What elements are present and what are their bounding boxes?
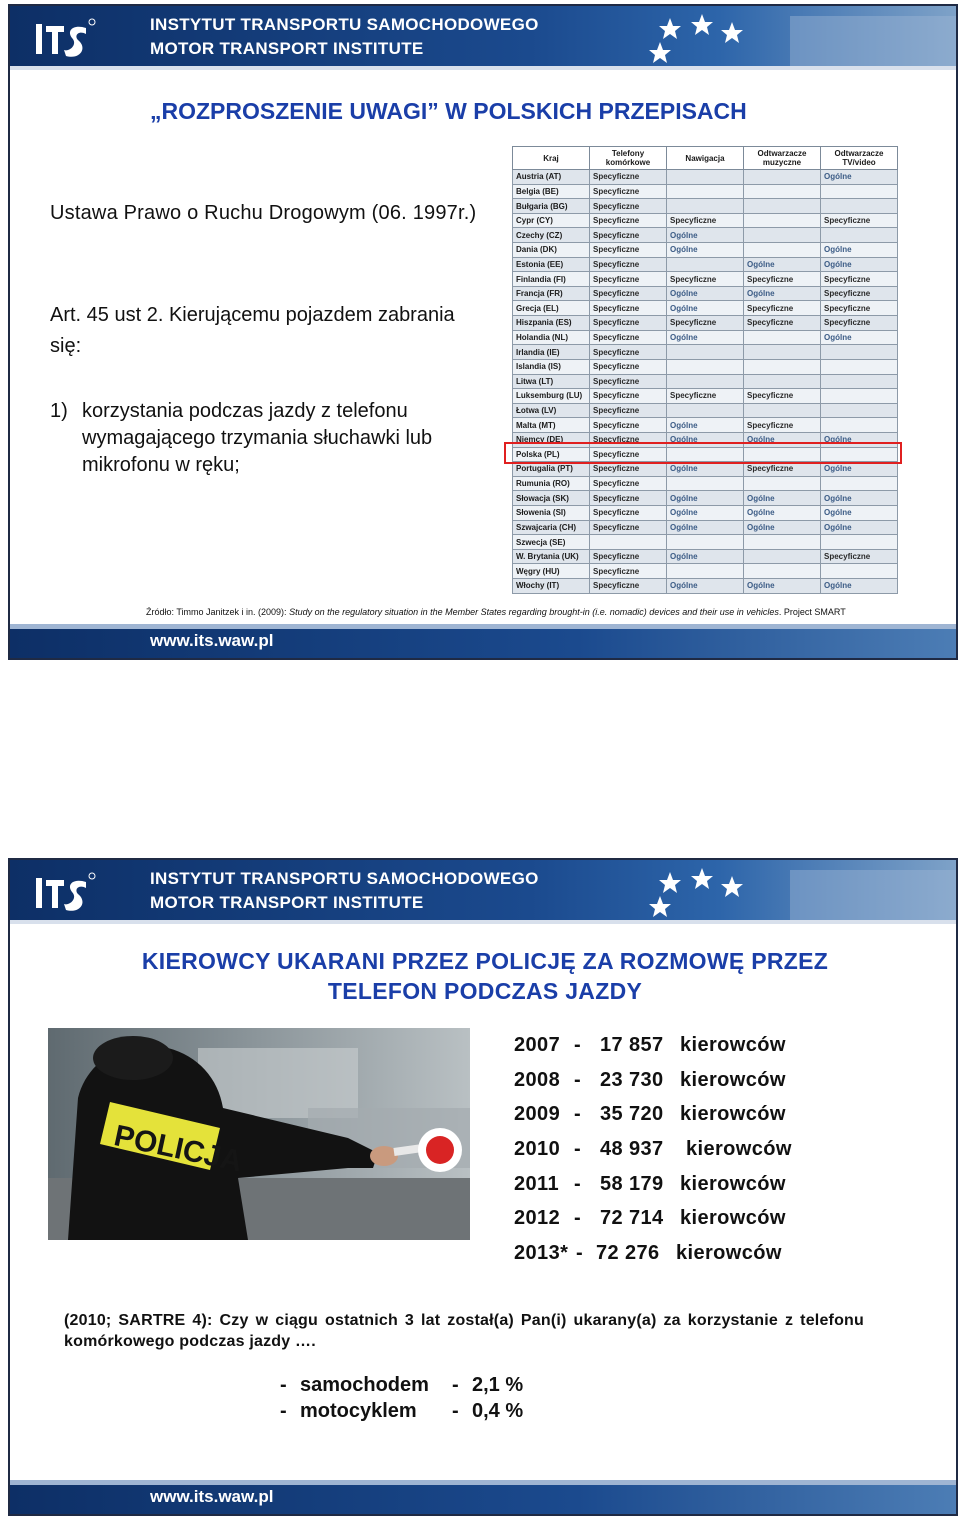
stat-year: 2007 (514, 1034, 561, 1056)
table-cell (744, 564, 821, 579)
footer-url-link[interactable]: www.its.waw.pl (150, 631, 274, 650)
table-cell: Ogólne (821, 579, 898, 594)
table-cell: Hiszpania (ES) (513, 316, 590, 331)
footer-banner (10, 624, 956, 658)
table-cell: Specyficzne (590, 520, 667, 535)
table-cell (821, 564, 898, 579)
table-cell: Ogólne (667, 579, 744, 594)
table-cell: Francja (FR) (513, 286, 590, 301)
table-cell: Specyficzne (590, 579, 667, 594)
table-cell: Specyficzne (744, 316, 821, 331)
table-cell: W. Brytania (UK) (513, 549, 590, 564)
slide1-title: „ROZPROSZENIE UWAGI” W POLSKICH PRZEPISACH (150, 98, 747, 124)
table-cell: Specyficzne (590, 272, 667, 287)
table-header-cell: Nawigacja (667, 147, 744, 170)
table-cell: Specyficzne (590, 228, 667, 243)
table-cell: Polska (PL) (513, 447, 590, 462)
source-prefix: Źródło: Timmo Janitzek i in. (2009): (146, 607, 290, 617)
table-cell: Dania (DK) (513, 243, 590, 258)
country-regulation-table (512, 146, 898, 594)
source-suffix: . Project SMART (778, 607, 846, 617)
table-cell: Ogólne (821, 462, 898, 477)
table-cell: Ogólne (667, 520, 744, 535)
table-header-cell: Telefony komórkowe (590, 147, 667, 170)
slide2-title-line1: KIEROWCY UKARANI PRZEZ POLICJĘ ZA ROZMOWĘ PRZEZ (141, 948, 829, 974)
source-study-title: Study on the regulatory situation in the Member States regarding brought-in (i.e. nomadic) devices and their use in vehicles (289, 607, 779, 617)
table-cell: Łotwa (LV) (513, 403, 590, 418)
table-cell: Grecja (EL) (513, 301, 590, 316)
table-cell: Niemcy (DE) (513, 432, 590, 447)
table-cell: Specyficzne (744, 418, 821, 433)
result-value: 2,1 % (472, 1374, 524, 1396)
table-cell (821, 199, 898, 214)
table-cell: Austria (AT) (513, 170, 590, 185)
table-cell (744, 170, 821, 185)
table-cell: Ogólne (744, 432, 821, 447)
stat-unit: kierowców (680, 1207, 786, 1230)
table-cell: Ogólne (744, 257, 821, 272)
source-citation (146, 607, 846, 617)
stat-value: 35 720 (600, 1103, 664, 1126)
table-cell: Rumunia (RO) (513, 476, 590, 491)
footer-banner (10, 1480, 956, 1514)
law-item-number: 1) (50, 400, 68, 422)
table-cell (821, 476, 898, 491)
stat-dash: - (574, 1138, 582, 1161)
table-cell: Specyficzne (821, 286, 898, 301)
table-cell (821, 389, 898, 404)
stat-unit: kierowców (680, 1068, 786, 1091)
table-row (513, 491, 898, 506)
table-cell: Ogólne (667, 301, 744, 316)
its-logo-icon (30, 866, 100, 918)
table-cell (667, 170, 744, 185)
table-cell: Specyficzne (590, 199, 667, 214)
table-cell: Specyficzne (590, 403, 667, 418)
table-row (513, 506, 898, 521)
table-row (513, 301, 898, 316)
stat-dash: - (576, 1242, 584, 1265)
table-row (513, 316, 898, 331)
table-cell (821, 359, 898, 374)
table-row (513, 476, 898, 491)
photo-vest-label: POLICJA (111, 1119, 246, 1179)
table-cell: Ogólne (667, 462, 744, 477)
table-row (513, 579, 898, 594)
header-strip (10, 66, 956, 70)
result-label: samochodem (300, 1374, 429, 1396)
stat-dash: - (574, 1068, 582, 1091)
stat-value: 17 857 (600, 1034, 664, 1056)
table-cell: Specyficzne (821, 549, 898, 564)
stat-value: 23 730 (600, 1068, 664, 1091)
article-text: Art. 45 ust 2. Kierującemu pojazdem zabrania się: (50, 304, 455, 357)
table-row (513, 520, 898, 535)
table-cell (744, 184, 821, 199)
table-cell: Specyficzne (590, 330, 667, 345)
table-cell: Ogólne (821, 491, 898, 506)
table-cell: Luksemburg (LU) (513, 389, 590, 404)
table-row (513, 549, 898, 564)
eu-stars-decoration (640, 862, 958, 924)
table-cell (744, 535, 821, 550)
law-name: Ustawa Prawo o Ruchu Drogowym (06. 1997r.) (50, 202, 477, 224)
table-cell: Ogólne (744, 491, 821, 506)
table-cell: Ogólne (821, 170, 898, 185)
stat-unit: kierowców (680, 1103, 786, 1126)
table-row (513, 389, 898, 404)
table-row (513, 228, 898, 243)
its-logo-icon (30, 12, 100, 64)
table-cell: Specyficzne (590, 374, 667, 389)
poland-highlight-box (504, 442, 902, 464)
table-cell: Ogólne (744, 520, 821, 535)
table-cell: Ogólne (821, 243, 898, 258)
table-cell (667, 564, 744, 579)
table-cell (821, 403, 898, 418)
stat-dash: - (574, 1172, 582, 1195)
table-cell: Specyficzne (590, 301, 667, 316)
table-cell (744, 359, 821, 374)
table-cell: Ogólne (744, 506, 821, 521)
footer-url-link[interactable]: www.its.waw.pl (150, 1487, 274, 1506)
table-cell: Specyficzne (590, 286, 667, 301)
stat-year: 2013* (514, 1242, 569, 1265)
table-cell (744, 374, 821, 389)
table-cell (667, 403, 744, 418)
table-cell: Specyficzne (590, 389, 667, 404)
table-cell (821, 535, 898, 550)
table-cell (667, 359, 744, 374)
table-cell (744, 330, 821, 345)
table-cell: Litwa (LT) (513, 374, 590, 389)
table-cell: Ogólne (821, 506, 898, 521)
table-cell (821, 184, 898, 199)
table-cell (590, 535, 667, 550)
slide2-title (50, 946, 920, 1006)
table-cell: Ogólne (821, 520, 898, 535)
table-row (513, 184, 898, 199)
table-cell: Specyficzne (667, 389, 744, 404)
table-cell: Ogólne (667, 506, 744, 521)
table-cell: Ogólne (744, 286, 821, 301)
table-header-row (513, 147, 898, 170)
result-dash: - (280, 1374, 287, 1396)
table-row (513, 243, 898, 258)
table-row (513, 359, 898, 374)
result-dash: - (280, 1400, 287, 1422)
table-row (513, 286, 898, 301)
table-cell: Irlandia (IE) (513, 345, 590, 360)
header-title-en: MOTOR TRANSPORT INSTITUTE (150, 893, 424, 912)
table-cell: Specyficzne (821, 301, 898, 316)
table-cell: Specyficzne (590, 432, 667, 447)
stat-year: 2011 (514, 1172, 559, 1195)
stat-value: 58 179 (600, 1172, 664, 1195)
table-cell: Specyficzne (590, 506, 667, 521)
table-cell: Holandia (NL) (513, 330, 590, 345)
table-header-cell: Odtwarzacze muzyczne (744, 147, 821, 170)
table-cell (667, 345, 744, 360)
table-cell: Ogólne (667, 228, 744, 243)
table-cell (744, 549, 821, 564)
header-strip (10, 920, 956, 924)
table-cell: Słowenia (SI) (513, 506, 590, 521)
stat-year: 2009 (514, 1103, 561, 1126)
table-cell: Specyficzne (590, 257, 667, 272)
table-row (513, 213, 898, 228)
table-cell: Specyficzne (821, 316, 898, 331)
table-cell: Specyficzne (667, 272, 744, 287)
stat-value: 72 714 (600, 1207, 664, 1230)
table-cell: Cypr (CY) (513, 213, 590, 228)
result-dash: - (452, 1374, 459, 1396)
stat-year: 2010 (514, 1138, 561, 1161)
table-cell: Ogólne (667, 286, 744, 301)
table-header-cell: Odtwarzacze TV/video (821, 147, 898, 170)
stat-year: 2012 (514, 1207, 561, 1230)
table-header-cell: Kraj (513, 147, 590, 170)
stat-year: 2008 (514, 1068, 561, 1091)
table-cell: Specyficzne (821, 272, 898, 287)
table-cell (821, 345, 898, 360)
table-cell: Ogólne (667, 243, 744, 258)
table-row (513, 374, 898, 389)
stat-value: 72 276 (596, 1242, 660, 1265)
table-row (513, 170, 898, 185)
stat-unit: kierowców (680, 1172, 786, 1195)
table-cell: Specyficzne (590, 418, 667, 433)
stat-unit: kierowców (680, 1034, 786, 1056)
table-cell: Specyficzne (744, 462, 821, 477)
table-cell: Ogólne (667, 418, 744, 433)
table-row (513, 199, 898, 214)
table-cell (667, 535, 744, 550)
table-row (513, 330, 898, 345)
table-cell: Ogólne (667, 491, 744, 506)
result-dash: - (452, 1400, 459, 1422)
table-cell: Specyficzne (590, 476, 667, 491)
table-cell: Specyficzne (821, 213, 898, 228)
table-cell: Ogólne (821, 257, 898, 272)
footer-strip (10, 624, 956, 629)
table-cell: Specyficzne (590, 549, 667, 564)
table-row (513, 272, 898, 287)
table-cell: Specyficzne (590, 345, 667, 360)
table-row (513, 418, 898, 433)
stat-value: 48 937 (600, 1138, 664, 1161)
header-banner (10, 860, 956, 924)
table-cell: Czechy (CZ) (513, 228, 590, 243)
header-title-pl: INSTYTUT TRANSPORTU SAMOCHODOWEGO (150, 869, 539, 888)
table-cell (744, 476, 821, 491)
table-cell: Specyficzne (590, 170, 667, 185)
table-cell: Specyficzne (590, 184, 667, 199)
table-cell: Specyficzne (744, 301, 821, 316)
table-cell: Węgry (HU) (513, 564, 590, 579)
eu-stars-decoration (640, 8, 958, 70)
slide-1 (8, 4, 958, 660)
table-cell: Szwajcaria (CH) (513, 520, 590, 535)
stat-dash: - (574, 1103, 582, 1126)
stat-unit: kierowców (676, 1242, 782, 1265)
table-row (513, 535, 898, 550)
table-cell: Włochy (IT) (513, 579, 590, 594)
table-cell (667, 184, 744, 199)
table-cell: Ogólne (821, 432, 898, 447)
table-cell: Specyficzne (590, 564, 667, 579)
table-cell: Specyficzne (744, 272, 821, 287)
table-row (513, 564, 898, 579)
survey-question: (2010; SARTRE 4): Czy w ciągu ostatnich 3 lat został(a) Pan(i) ukarany(a) za korzystanie z telefonu komórkowego podczas jazdy …. (64, 1312, 864, 1350)
table-cell (821, 374, 898, 389)
table-cell: Ogólne (667, 549, 744, 564)
table-cell: Specyficzne (667, 316, 744, 331)
table-cell: Estonia (EE) (513, 257, 590, 272)
header-banner (10, 6, 956, 70)
table-cell: Specyficzne (590, 447, 667, 462)
slide2-title-line2: TELEFON PODCZAS JAZDY (327, 978, 643, 1004)
table-cell (744, 199, 821, 214)
table-cell: Specyficzne (590, 359, 667, 374)
table-cell: Słowacja (SK) (513, 491, 590, 506)
header-title-en: MOTOR TRANSPORT INSTITUTE (150, 39, 424, 58)
table-cell: Specyficzne (590, 462, 667, 477)
table-cell (821, 228, 898, 243)
result-label: motocyklem (300, 1400, 417, 1422)
table-cell (744, 243, 821, 258)
table-cell: Ogólne (744, 579, 821, 594)
table-cell: Portugalia (PT) (513, 462, 590, 477)
table-cell (744, 345, 821, 360)
table-cell: Ogólne (667, 432, 744, 447)
table-cell: Finlandia (FI) (513, 272, 590, 287)
table-cell (744, 228, 821, 243)
stat-dash: - (574, 1207, 582, 1230)
police-officer-photo-icon (48, 1028, 470, 1240)
table-cell: Szwecja (SE) (513, 535, 590, 550)
table-cell: Specyficzne (667, 213, 744, 228)
table-cell: Islandia (IS) (513, 359, 590, 374)
table-cell: Belgia (BE) (513, 184, 590, 199)
table-cell (744, 403, 821, 418)
table-cell (667, 257, 744, 272)
table-cell: Specyficzne (590, 213, 667, 228)
table-cell: Specyficzne (744, 389, 821, 404)
slide-2 (8, 858, 958, 1516)
table-cell (667, 476, 744, 491)
stat-dash: - (574, 1034, 582, 1056)
table-cell: Specyficzne (590, 491, 667, 506)
table-cell (667, 374, 744, 389)
header-title-pl: INSTYTUT TRANSPORTU SAMOCHODOWEGO (150, 15, 539, 34)
table-cell (821, 418, 898, 433)
law-item-text: korzystania podczas jazdy z telefonu wymagającego trzymania słuchawki lub mikrofonu w ręku; (82, 400, 433, 476)
table-cell (667, 199, 744, 214)
table-row (513, 345, 898, 360)
table-cell: Ogólne (667, 330, 744, 345)
table-cell: Ogólne (821, 330, 898, 345)
table-row (513, 403, 898, 418)
table-cell (744, 213, 821, 228)
table-cell: Malta (MT) (513, 418, 590, 433)
footer-strip (10, 1480, 956, 1485)
table-cell: Bułgaria (BG) (513, 199, 590, 214)
table-cell: Specyficzne (590, 243, 667, 258)
stat-unit: kierowców (686, 1138, 792, 1161)
table-cell: Specyficzne (590, 316, 667, 331)
result-value: 0,4 % (472, 1400, 524, 1422)
table-row (513, 257, 898, 272)
